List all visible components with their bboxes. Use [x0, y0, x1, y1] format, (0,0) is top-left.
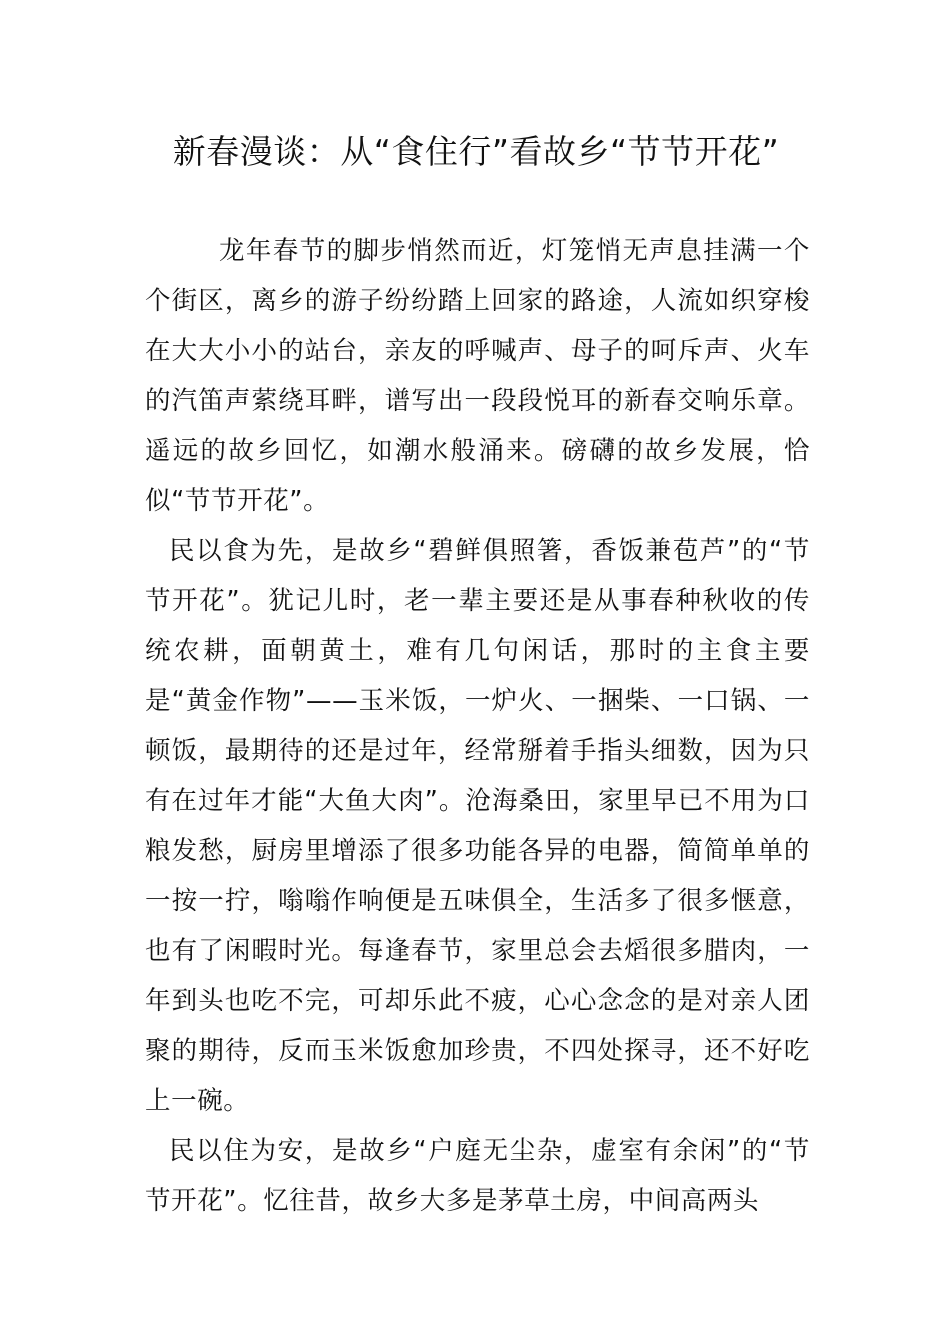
- paragraph-intro: 龙年春节的脚步悄然而近，灯笼悄无声息挂满一个个街区，离乡的游子纷纷踏上回家的路途，人流如织穿梭在大大小小的站台，亲友的呼喊声、母子的呵斥声、火车的汽笛声萦绕耳畔，谱写出一段段悦耳的新春交响乐章。遥远的故乡回忆，如潮水般涌来。磅礴的故乡发展，恰似“节节开花”。: [145, 236, 810, 516]
- document-body: [145, 226, 810, 1226]
- document-title: 新春漫谈：从“食住行”看故乡“节节开花”: [172, 132, 780, 171]
- paragraph-food: 民以食为先，是故乡“碧鲜俱照箸，香饭兼苞芦”的“节节开花”。犹记儿时，老一辈主要还是从事春种秋收的传统农耕，面朝黄土，难有几句闲话，那时的主食主要是“黄金作物”——玉米饭，一炉火、一捆柴、一口锅、一顿饭，最期待的还是过年，经常掰着手指头细数，因为只有在过年才能“大鱼大肉”。沧海桑田，家里早已不用为口粮发愁，厨房里增添了很多功能各异的电器，简简单单的一按一拧，嗡嗡作响便是五味俱全，生活多了很多惬意，也有了闲暇时光。每逢春节，家里总会去熖很多腊肉，一年到头也吃不完，可却乐此不疲，心心念念的是对亲人团聚的期待，反而玉米饭愈加珍贵，不四处探寻，还不好吃上一碗。: [145, 536, 810, 1116]
- paragraph-housing: 民以住为安，是故乡“户庭无尘杂，虚室有余闲”的“节节开花”。忆往昔，故乡大多是茅草土房，中间高两头: [145, 1136, 810, 1216]
